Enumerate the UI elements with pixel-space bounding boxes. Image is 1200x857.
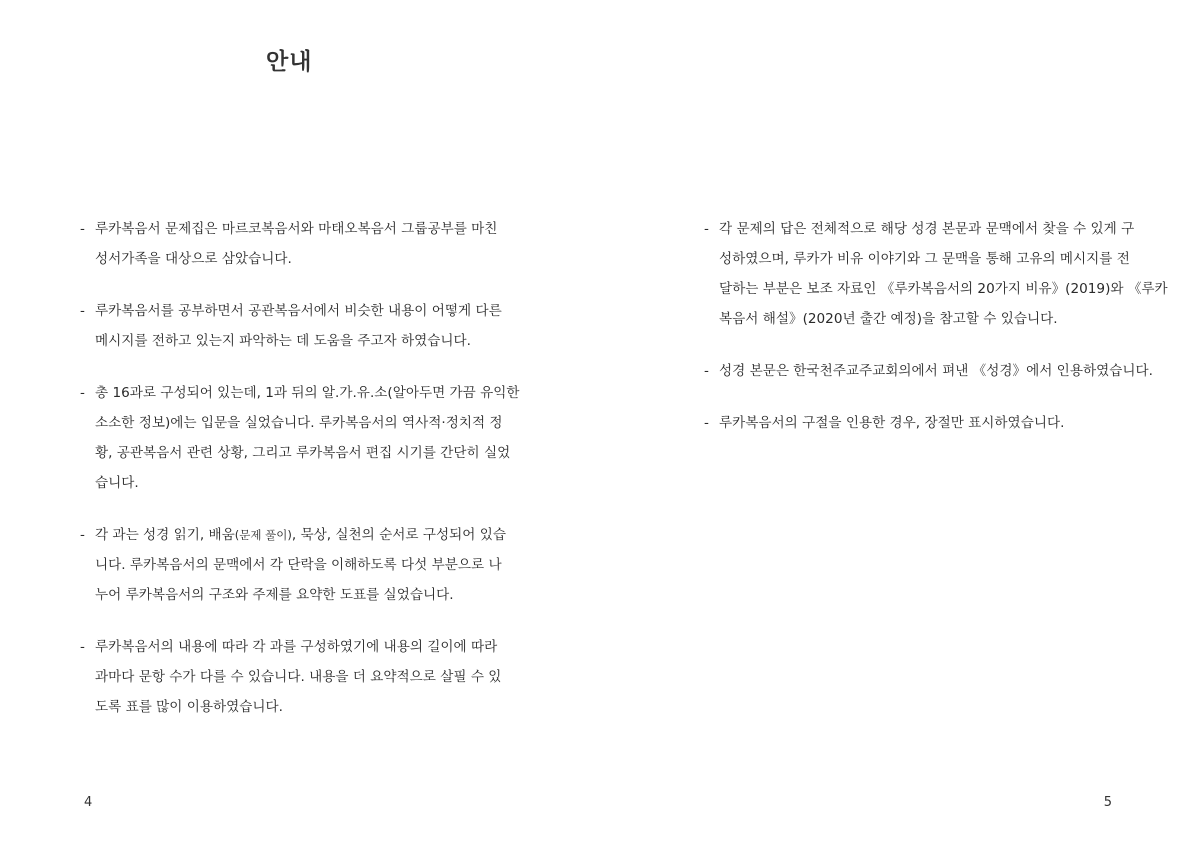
text-line: 성하였으며, 루카가 비유 이야기와 그 문맥을 통해 고유의 메시지를 전 — [719, 251, 1130, 267]
text-line — [95, 520, 506, 550]
text-line: 소소한 정보)에는 입문을 실었습니다. 루카복음서의 역사적·정치적 정 — [95, 415, 503, 431]
small-text-segment: (문제 풀이) — [234, 528, 292, 542]
notice-list-left — [80, 214, 520, 744]
text-line: 메시지를 전하고 있는지 파악하는 데 도움을 주고자 하였습니다. — [95, 333, 471, 349]
page-number: 4 — [84, 795, 93, 810]
text-line: 달하는 부분은 보조 자료인 《루카복음서의 20가지 비유》(2019)와 《루카 — [719, 281, 1168, 297]
page-title: 안내 — [266, 49, 313, 75]
text-line: 도록 표를 많이 이용하였습니다. — [95, 699, 283, 715]
list-item — [80, 520, 506, 610]
text-line: - 루카복음서를 공부하면서 공관복음서에서 비슷한 내용이 어떻게 다른 — [95, 303, 502, 319]
text-line: - 루카복음서 문제집은 마르코복음서와 마태오복음서 그룹공부를 마친 — [95, 221, 498, 237]
notice-list-right — [704, 214, 1168, 460]
text-line: 복음서 해설》(2020년 출간 예정)을 참고할 수 있습니다. — [719, 311, 1058, 327]
list-item — [704, 356, 1153, 386]
text-line: 습니다. — [95, 475, 139, 491]
text-line: 니다. 루카복음서의 문맥에서 각 단락을 이해하도록 다섯 부분으로 나 — [95, 557, 502, 573]
text-line: - 루카복음서의 구절을 인용한 경우, 장절만 표시하였습니다. — [719, 415, 1065, 431]
list-item — [80, 632, 502, 722]
text-segment: , 묵상, 실천의 순서로 구성되어 있습 — [291, 527, 506, 543]
text-line: 과마다 문항 수가 다를 수 있습니다. 내용을 더 요약적으로 살필 수 있 — [95, 669, 502, 685]
text-line: 성서가족을 대상으로 삼았습니다. — [95, 251, 292, 267]
list-item — [80, 378, 520, 498]
text-line: 누어 루카복음서의 구조와 주제를 요약한 도표를 실었습니다. — [95, 587, 454, 603]
text-line: - 성경 본문은 한국천주교주교회의에서 펴낸 《성경》에서 인용하였습니다. — [719, 363, 1153, 379]
text-line: - 각 문제의 답은 전체적으로 해당 성경 본문과 문맥에서 찾을 수 있게 구 — [719, 221, 1135, 237]
text-line: 황, 공관복음서 관련 상황, 그리고 루카복음서 편집 시기를 간단히 실었 — [95, 445, 511, 461]
text-line: - 루카복음서의 내용에 따라 각 과를 구성하였기에 내용의 길이에 따라 — [95, 639, 498, 655]
list-item — [704, 214, 1168, 334]
list-item — [80, 296, 502, 356]
text-segment: 각 과는 성경 읽기, 배움 — [95, 527, 235, 543]
right-page — [600, 0, 1200, 857]
list-item — [80, 214, 498, 274]
list-item — [704, 408, 1114, 438]
text-line: - 총 16과로 구성되어 있는데, 1과 뒤의 알.가.유.소(알아두면 가끔 유익한 — [95, 385, 520, 401]
page-number: 5 — [1103, 795, 1112, 810]
